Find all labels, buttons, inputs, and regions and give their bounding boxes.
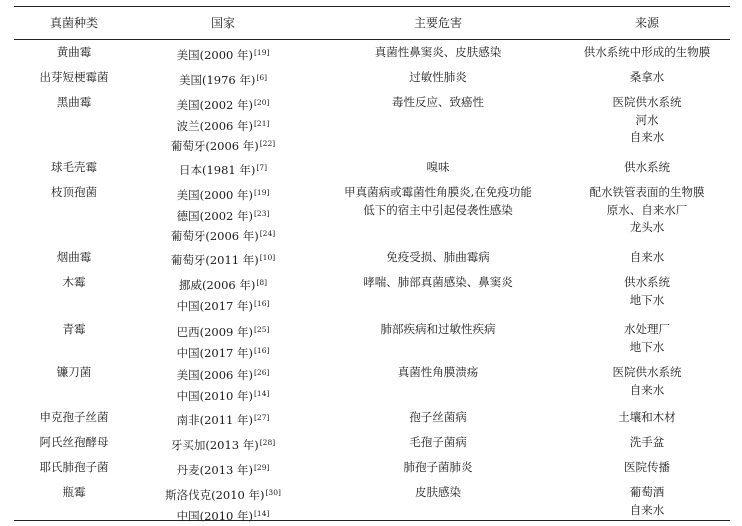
citation-ref: [27] — [254, 413, 270, 422]
species-name: 出芽短梗霉菌 — [39, 70, 109, 84]
table-header — [14, 15, 730, 35]
cell-source — [564, 321, 730, 356]
cell-hazard — [312, 274, 564, 292]
country-text: 美国(2002 年) — [176, 98, 253, 112]
cell-hazard — [312, 184, 564, 219]
country-text: 美国(2006 年) — [176, 368, 253, 382]
cell-country — [134, 44, 312, 65]
source-text: 河水 — [635, 112, 659, 127]
cell-hazard — [312, 459, 564, 477]
source-text: 自来水 — [629, 130, 665, 144]
cell-country — [134, 249, 312, 270]
species-name: 黄曲霉 — [56, 45, 92, 59]
cell-species — [14, 321, 134, 339]
country-entry — [134, 249, 312, 270]
hazard-text: 肺孢子菌肺炎 — [403, 460, 473, 474]
cell-hazard — [312, 321, 564, 339]
citation-ref: [16] — [254, 345, 270, 355]
header-species: 真菌种类 — [49, 16, 98, 30]
cell-country — [134, 69, 312, 90]
source-text: 医院传播 — [624, 460, 670, 474]
source-text: 桑拿水 — [629, 70, 665, 84]
citation-ref: [14] — [254, 388, 270, 398]
citation-ref: [21] — [254, 118, 270, 128]
cell-country — [134, 364, 312, 405]
source-text: 土壤和木材 — [618, 410, 676, 424]
source-text: 供水系统中形成的生物膜 — [583, 45, 711, 59]
cell-species — [14, 459, 134, 477]
citation-ref: [14] — [254, 508, 270, 518]
cell-hazard — [312, 484, 564, 502]
cell-source — [564, 69, 730, 87]
country-entry — [134, 505, 312, 526]
country-entry — [134, 94, 312, 115]
hazard-text: 过敏性肺炎 — [409, 70, 467, 84]
source-text: 水处理厂 — [624, 322, 670, 336]
country-entry — [134, 409, 312, 430]
header-hazard: 主要危害 — [413, 16, 462, 30]
cell-country — [134, 459, 312, 480]
source-text: 地下水 — [629, 339, 665, 354]
cell-hazard — [312, 409, 564, 427]
cell-country — [134, 159, 312, 180]
citation-ref: [23] — [254, 208, 270, 218]
country-text: 葡萄牙(2006 年) — [170, 139, 259, 153]
header-country: 国家 — [210, 16, 235, 30]
source-text: 配水铁管表面的生物膜 — [589, 185, 705, 199]
species-name: 青霉 — [62, 322, 86, 336]
citation-ref: [20] — [254, 98, 270, 107]
cell-source — [564, 434, 730, 452]
country-text: 丹麦(2013 年) — [176, 463, 253, 477]
cell-hazard — [312, 364, 564, 382]
table-header-rule — [14, 39, 730, 40]
cell-species — [14, 484, 134, 502]
cell-hazard — [312, 434, 564, 452]
cell-hazard — [312, 44, 564, 62]
hazard-text: 低下的宿主中引起侵袭性感染 — [363, 202, 513, 217]
cell-source — [564, 249, 730, 267]
country-text: 牙买加(2013 年) — [170, 438, 259, 452]
cell-species — [14, 364, 134, 382]
table-bottom-rule — [14, 520, 730, 521]
species-name: 镰刀菌 — [56, 365, 92, 379]
country-text: 中国(2017 年) — [176, 298, 253, 313]
citation-ref: [29] — [254, 463, 270, 472]
cell-country — [134, 94, 312, 156]
country-text: 巴西(2009 年) — [176, 325, 253, 339]
source-text: 原水、自来水厂 — [606, 202, 688, 217]
country-entry — [134, 135, 312, 156]
source-text: 地下水 — [629, 292, 665, 307]
species-name: 烟曲霉 — [56, 250, 92, 264]
cell-source — [564, 484, 730, 519]
citation-ref: [30] — [265, 488, 281, 497]
country-entry — [134, 184, 312, 205]
country-entry — [134, 484, 312, 505]
country-entry — [134, 274, 312, 295]
country-entry — [134, 295, 312, 316]
species-name: 瓶霉 — [62, 485, 86, 499]
country-entry — [134, 159, 312, 180]
country-entry — [134, 69, 312, 90]
country-text: 葡萄牙(2011 年) — [170, 253, 259, 267]
species-name: 申克孢子丝菌 — [39, 410, 109, 424]
country-text: 中国(2010 年) — [176, 388, 253, 403]
cell-country — [134, 434, 312, 455]
country-text: 德国(2002 年) — [176, 208, 253, 223]
source-text: 洗手盆 — [629, 435, 665, 449]
citation-ref: [22] — [259, 139, 276, 148]
hazard-text: 毛孢子菌病 — [409, 435, 467, 449]
citation-ref: [7] — [256, 163, 268, 172]
country-entry — [134, 342, 312, 363]
country-text: 波兰(2006 年) — [176, 118, 253, 133]
source-text: 自来水 — [629, 382, 665, 397]
cell-species — [14, 44, 134, 62]
cell-source — [564, 94, 730, 147]
country-text: 南非(2011 年) — [176, 413, 253, 427]
hazard-text: 毒性反应、致癌性 — [392, 95, 484, 109]
cell-source — [564, 409, 730, 427]
citation-ref: [16] — [254, 298, 270, 308]
hazard-text: 真菌性鼻窦炎、皮肤感染 — [374, 45, 502, 59]
source-text: 自来水 — [629, 502, 665, 517]
source-text: 龙头水 — [629, 220, 665, 234]
cell-country — [134, 484, 312, 525]
cell-source — [564, 159, 730, 177]
cell-species — [14, 94, 134, 112]
cell-source — [564, 274, 730, 309]
hazard-text: 皮肤感染 — [415, 485, 461, 499]
hazard-text: 肺部疾病和过敏性疾病 — [380, 322, 496, 336]
country-entry — [134, 459, 312, 480]
source-text: 自来水 — [629, 250, 665, 264]
citation-ref: [19] — [254, 188, 270, 197]
country-text: 美国(2000 年) — [176, 48, 253, 62]
hazard-text: 哮喘、肺部真菌感染、鼻窦炎 — [363, 275, 513, 289]
species-name: 球毛壳霉 — [51, 160, 97, 174]
citation-ref: [19] — [254, 48, 270, 57]
cell-source — [564, 459, 730, 477]
cell-country — [134, 409, 312, 430]
hazard-text: 真菌性角膜溃疡 — [397, 365, 479, 379]
hazard-text: 甲真菌病或霉菌性角膜炎,在免疫功能 — [344, 185, 532, 199]
source-text: 供水系统 — [624, 160, 670, 174]
country-entry — [134, 205, 312, 226]
country-text: 斯洛伐克(2010 年) — [165, 488, 265, 502]
cell-source — [564, 364, 730, 399]
country-entry — [134, 385, 312, 406]
country-text: 中国(2017 年) — [176, 345, 253, 360]
country-entry — [134, 44, 312, 65]
citation-ref: [10] — [259, 253, 276, 262]
source-text: 葡萄酒 — [629, 485, 665, 499]
source-text: 医院供水系统 — [612, 365, 682, 379]
cell-species — [14, 159, 134, 177]
cell-species — [14, 409, 134, 427]
cell-species — [14, 69, 134, 87]
citation-ref: [6] — [256, 73, 268, 82]
cell-species — [14, 274, 134, 292]
cell-hazard — [312, 69, 564, 87]
citation-ref: [8] — [256, 278, 268, 287]
cell-species — [14, 249, 134, 267]
species-name: 黑曲霉 — [56, 95, 92, 109]
source-text: 供水系统 — [624, 275, 670, 289]
country-entry — [134, 364, 312, 385]
cell-hazard — [312, 94, 564, 112]
country-text: 日本(1981 年) — [178, 163, 256, 177]
hazard-text: 嗅味 — [426, 160, 450, 174]
cell-country — [134, 184, 312, 246]
source-text: 医院供水系统 — [612, 95, 682, 109]
cell-country — [134, 274, 312, 315]
country-text: 中国(2010 年) — [176, 508, 253, 523]
citation-ref: [25] — [254, 325, 270, 334]
cell-source — [564, 44, 730, 62]
country-entry — [134, 115, 312, 136]
country-entry — [134, 434, 312, 455]
country-text: 美国(2000 年) — [176, 188, 253, 202]
header-source: 来源 — [634, 16, 659, 30]
cell-species — [14, 434, 134, 452]
citation-ref: [26] — [254, 368, 270, 377]
hazard-text: 免疫受损、肺曲霉病 — [386, 250, 490, 264]
hazard-text: 孢子丝菌病 — [409, 410, 467, 424]
species-name: 耶氏肺孢子菌 — [39, 460, 109, 474]
country-text: 挪威(2006 年) — [178, 278, 256, 292]
cell-hazard — [312, 249, 564, 267]
cell-hazard — [312, 159, 564, 177]
country-text: 葡萄牙(2006 年) — [170, 229, 259, 243]
species-name: 阿氏丝孢酵母 — [39, 435, 109, 449]
species-name: 木霉 — [62, 275, 86, 289]
table-top-rule — [14, 6, 730, 7]
country-entry — [134, 225, 312, 246]
species-name: 枝顶孢菌 — [51, 185, 97, 199]
cell-source — [564, 184, 730, 237]
citation-ref: [28] — [259, 438, 276, 447]
country-entry — [134, 321, 312, 342]
country-text: 美国(1976 年) — [178, 73, 256, 87]
citation-ref: [24] — [259, 229, 276, 238]
cell-country — [134, 321, 312, 362]
cell-species — [14, 184, 134, 202]
